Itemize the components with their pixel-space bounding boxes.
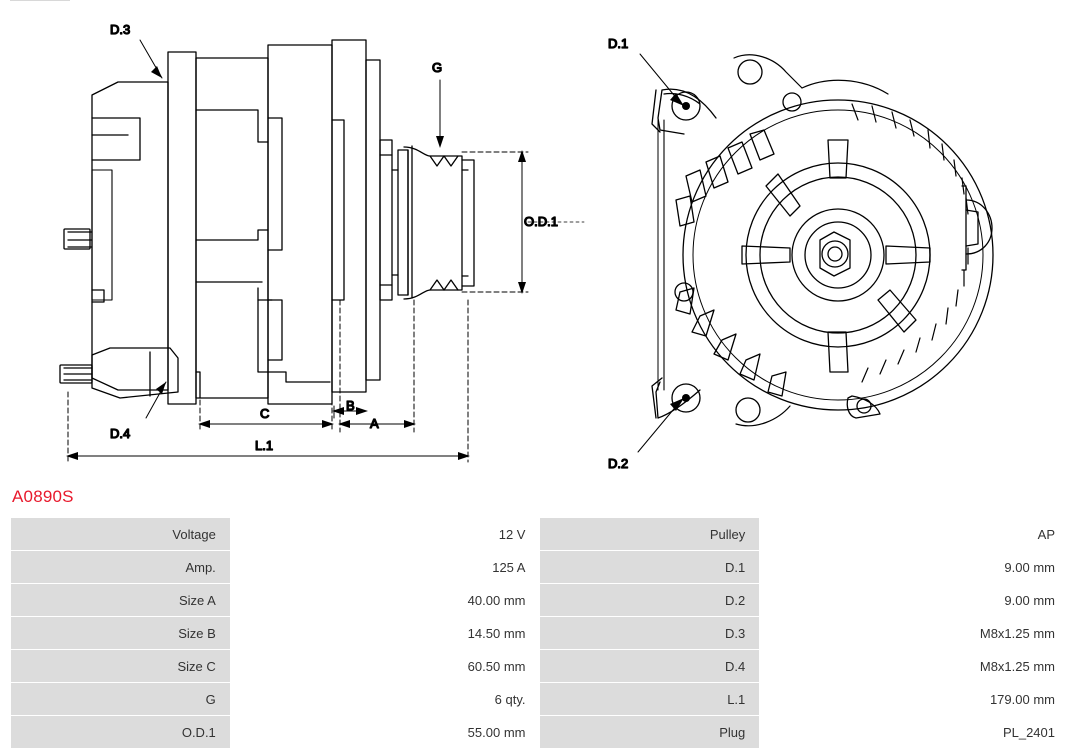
spec-label: Plug [540, 716, 760, 749]
label-d1: D.1 [608, 36, 629, 51]
spec-label: Pulley [540, 518, 760, 551]
spec-label: D.4 [540, 650, 760, 683]
label-d3: D.3 [110, 22, 131, 37]
spec-label: D.2 [540, 584, 760, 617]
part-code: A0890S [12, 487, 74, 506]
table-row [11, 617, 1070, 650]
specifications-table [10, 517, 1070, 749]
spec-label: Size B [11, 617, 231, 650]
spec-value: 9.00 mm [760, 551, 1070, 584]
label-a: A [370, 416, 379, 431]
spec-value: 60.50 mm [230, 650, 540, 683]
spec-value: 9.00 mm [760, 584, 1070, 617]
table-row [11, 683, 1070, 716]
spec-label: D.1 [540, 551, 760, 584]
spec-value: 14.50 mm [230, 617, 540, 650]
spec-value: AP [760, 518, 1070, 551]
table-row [11, 551, 1070, 584]
table-row [11, 518, 1070, 551]
table-row [11, 584, 1070, 617]
label-g: G [432, 60, 443, 75]
spec-label: Size C [11, 650, 231, 683]
label-c: C [260, 406, 270, 421]
spec-label: O.D.1 [11, 716, 231, 749]
spec-label: Voltage [11, 518, 231, 551]
label-l1: L.1 [255, 438, 274, 453]
table-row [11, 650, 1070, 683]
spec-value: 12 V [230, 518, 540, 551]
label-d4: D.4 [110, 426, 131, 441]
spec-label: Amp. [11, 551, 231, 584]
table-row [11, 716, 1070, 749]
spec-value: M8x1.25 mm [760, 617, 1070, 650]
spec-value: 179.00 mm [760, 683, 1070, 716]
spec-value: PL_2401 [760, 716, 1070, 749]
spec-value: 40.00 mm [230, 584, 540, 617]
label-b: B [346, 398, 355, 413]
spec-label: L.1 [540, 683, 760, 716]
spec-label: D.3 [540, 617, 760, 650]
label-od1: O.D.1 [524, 214, 558, 229]
spec-label: Size A [11, 584, 231, 617]
spec-value: M8x1.25 mm [760, 650, 1070, 683]
label-d2: D.2 [608, 456, 629, 471]
spec-value: 55.00 mm [230, 716, 540, 749]
spec-value: 125 A [230, 551, 540, 584]
spec-value: 6 qty. [230, 683, 540, 716]
spec-label: G [11, 683, 231, 716]
